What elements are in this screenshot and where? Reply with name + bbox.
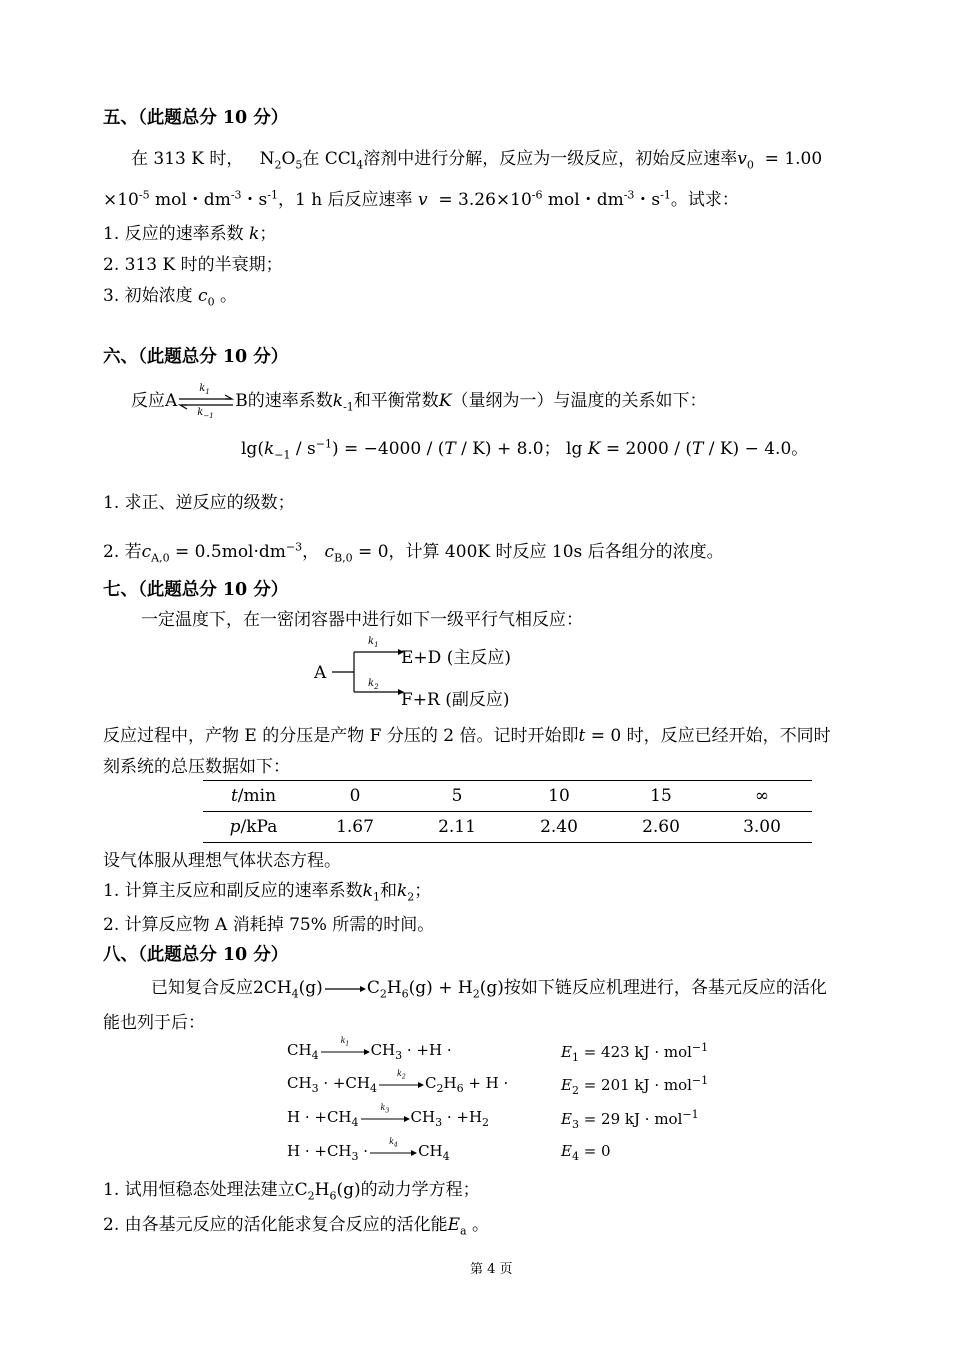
reaction-arrow-icon [323, 983, 367, 995]
table-cell: 2.11 [438, 817, 476, 837]
parallel-reaction-scheme: A $k_1$ $k_2$ E+D (主反应) F+R (副反应) [314, 634, 534, 706]
table-cell: 2.40 [540, 817, 578, 837]
table-cell: ∞ [754, 786, 770, 806]
section-6-title: 六、（此题总分 10 分） [103, 347, 289, 367]
table-cell: 1.67 [336, 817, 374, 837]
main-product: E+D (主反应) [401, 648, 511, 668]
s5-question-2: 2. 313 K 时的半衰期； [103, 255, 283, 275]
page-number: 第 4 页 [470, 1262, 513, 1277]
s5-question-1: 1. 反应的速率系数 k； [103, 224, 277, 244]
s8-intro-line2: 能也列于后： [103, 1013, 205, 1033]
s8-intro-line1: 已知复合反应$2CH_4(g) C_2H_6(g) + H_2(g)$按如下链反应机理进行，各基元反应的活化 [151, 978, 827, 1001]
section-7-title: 七、（此题总分 10 分） [103, 580, 289, 600]
side-product: F+R (副反应) [401, 690, 510, 710]
activation-energy-2: $E_2 = 201$ kJ · mol$^{-1}$ [561, 1074, 709, 1097]
s7-paragraph-2: 刻系统的总压数据如下： [103, 757, 290, 777]
mechanism-step-3: $H \cdot +CH_4$ $k_3$ $CH_3 \cdot +H_2$ [287, 1103, 490, 1129]
mechanism-step-1: $CH_4$ $k_1$ $CH_3 \cdot +H$ · [287, 1036, 452, 1062]
s8-question-2: 2. 由各基元反应的活化能求复合反应的活化能$E_a$ 。 [103, 1215, 490, 1238]
s7-intro: 一定温度下，在一密闭容器中进行如下一级平行气相反应： [141, 610, 583, 630]
s7-question-2: 2. 计算反应物 A 消耗掉 75% 所需的时间。 [103, 915, 435, 935]
mechanism-step-4: $H \cdot +CH_3$ · $k_4$ $CH_4$ [287, 1137, 450, 1163]
table-cell: 5 [451, 786, 463, 806]
mechanism-step-2: $CH_3 \cdot +CH_4$ $k_2$ $C_2H_6 + H$ · [287, 1069, 509, 1095]
table-row [203, 781, 812, 812]
table-cell: 10 [548, 786, 570, 806]
s6-question-1: 1. 求正、逆反应的级数； [103, 493, 295, 513]
section-8-title: 八、（此题总分 10 分） [103, 945, 289, 965]
s6-question-2: 2. 若$c_{A,0} = 0.5mol\cdot dm^{-3}$， $c_{B,0} = 0$，计算 400K 时反应 10s 后各组分的浓度。 [103, 540, 724, 565]
s6-equations: $\lg(k_{-1} / s^{-1}) = -4000 / (T / K) + 8.0$； lg K = 2000 / (T / K) − 4.0。 [241, 437, 809, 462]
table-row [203, 812, 812, 843]
s8-question-1: 1. 试用恒稳态处理法建立$C_2H_6(g)$的动力学方程； [103, 1180, 480, 1203]
s5-question-3: 3. 初始浓度 $c_0$ 。 [103, 286, 237, 309]
section-5-title: 五、（此题总分 10 分） [103, 108, 289, 128]
table-cell: 3.00 [743, 817, 781, 837]
s7-paragraph-1: 反应过程中，产物 E 的分压是产物 F 分压的 2 倍。记时开始即t = 0 时，反应已经开始，不同时 [103, 726, 831, 746]
table-header-p: p/kPa [229, 817, 278, 837]
activation-energy-1: $E_1 = 423$ kJ · mol$^{-1}$ [561, 1041, 709, 1064]
s5-intro-line2: $\times 10^{-5}$ mol・$dm^{-3}$・$s^{-1}$，1 h 后反应速率 $v = 3.26\times 10^{-6}$ mol・$dm^{-3}$・$s^{-1}$。试求： [103, 188, 739, 210]
activation-energy-4: $E_4 = 0$ [561, 1142, 611, 1163]
table-cell: 0 [349, 786, 361, 806]
s5-intro-line1: 在 313 K 时， $N_2O_5$在 CCl$_4$溶剂中进行分解，反应为一级反应，初始反应速率$v_0 = 1.00$ [131, 149, 823, 172]
table-cell: 2.60 [642, 817, 680, 837]
s6-reaction-line: 反应A $k_1$ $k_{-1}$ B的速率系数$k_{-1}$和平衡常数K（量纲为一）与温度的关系如下： [131, 382, 707, 420]
s7-assumption: 设气体服从理想气体状态方程。 [103, 851, 341, 871]
s7-question-1: 1. 计算主反应和副反应的速率系数$k_1$和$k_2$； [103, 881, 432, 904]
table-cell: 15 [650, 786, 672, 806]
activation-energy-3: $E_3 = 29$ kJ · mol$^{-1}$ [561, 1108, 699, 1131]
pressure-table [203, 780, 812, 843]
table-header-t: t/min [230, 786, 277, 806]
equilibrium-arrow-icon: $k_1$ $k_{-1}$ [177, 392, 235, 412]
